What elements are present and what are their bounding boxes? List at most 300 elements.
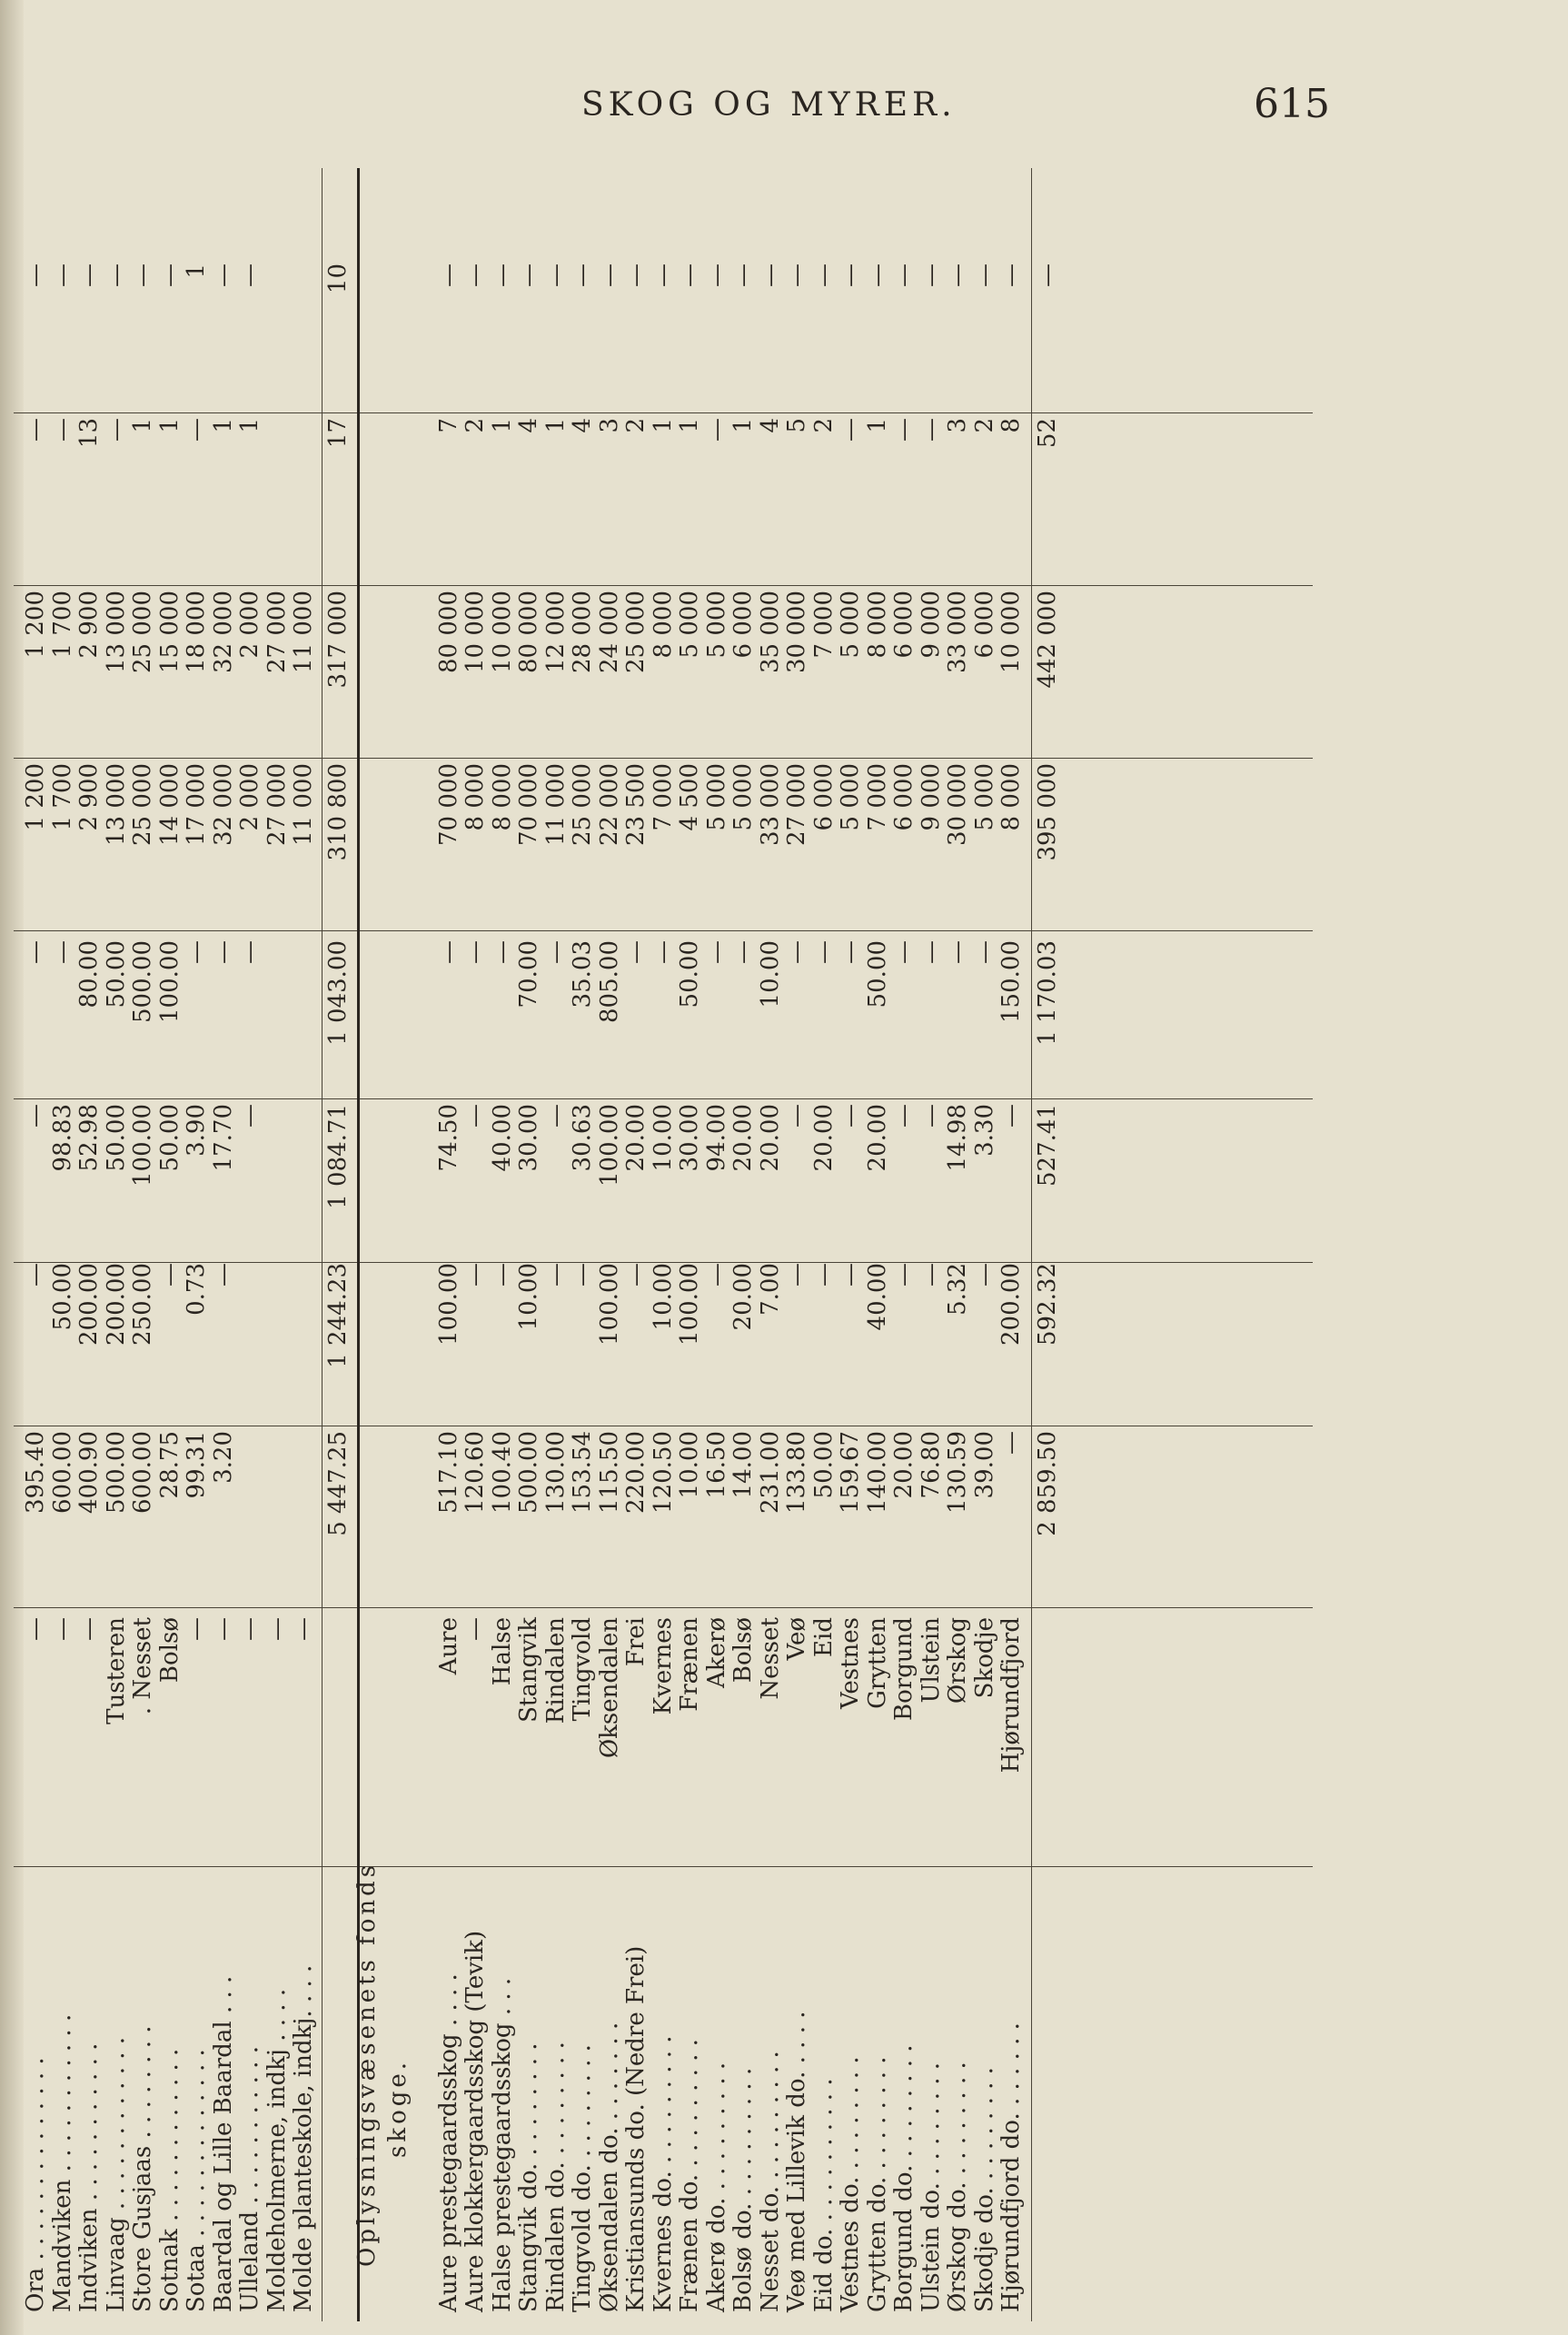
table-cell: 100.00 xyxy=(595,1263,623,1346)
table-cell: 1 xyxy=(129,418,156,433)
table-cell: — xyxy=(622,1263,650,1287)
table-cell: Veø med Lillevik do. . . . . xyxy=(783,2011,810,2312)
table-cell: 1 xyxy=(649,418,677,433)
table-cell: 8 000 xyxy=(488,763,516,831)
table-cell: Rindalen xyxy=(541,1617,570,1724)
column-c4 xyxy=(14,940,1313,1095)
table-cell: 1 700 xyxy=(48,591,76,659)
table-cell: 5 xyxy=(783,418,810,433)
table-cell: — xyxy=(783,1104,810,1128)
table-cell: 5 000 xyxy=(837,591,864,659)
table-cell: 50.00 xyxy=(809,1431,838,1499)
table-cell: 25 000 xyxy=(129,591,156,673)
table-cell: 2 xyxy=(622,418,650,433)
table-cell: 30 000 xyxy=(783,591,810,673)
total-cell: 5 447.25 xyxy=(323,1431,352,1536)
table-cell: 40.00 xyxy=(488,1104,516,1172)
table-cell: 76.80 xyxy=(917,1431,945,1499)
table-cell: Frei xyxy=(622,1617,650,1667)
table-cell xyxy=(291,1263,317,1422)
table-cell: — xyxy=(702,1263,730,1287)
table-cell: 11 000 xyxy=(541,763,570,846)
table-cell: 100.00 xyxy=(434,1263,462,1346)
table-cell: Bolsø do. . . . . . . . . . xyxy=(729,2067,757,2312)
table-cell: 1 700 xyxy=(48,763,76,831)
table-cell: — xyxy=(236,1617,263,1641)
table-cell xyxy=(237,1263,263,1422)
table-cell: 6 000 xyxy=(890,591,918,659)
table-cell: 28.75 xyxy=(155,1431,184,1499)
table-cell: 30.00 xyxy=(676,1104,703,1172)
table-cell: Indviken . . . . . . . . . . . xyxy=(75,2042,103,2312)
table-cell: 50.00 xyxy=(48,1263,76,1331)
table-cell: Ørskog do. . . . . . . . . xyxy=(944,2062,971,2312)
table-cell: 1 xyxy=(488,418,516,433)
row-rule xyxy=(357,168,360,2321)
table-cell: 1 xyxy=(209,418,237,433)
table-cell: 5 000 xyxy=(970,763,998,831)
table-cell: 140.00 xyxy=(863,1431,891,1514)
table-cell: Sotaa . . . . . . . . . . . . . xyxy=(183,2049,210,2312)
table-cell: 50.00 xyxy=(102,1104,130,1172)
table-cell: — xyxy=(236,1104,263,1128)
table-cell: Øksendalen xyxy=(595,1617,623,1759)
table-cell: 200.00 xyxy=(75,1263,103,1346)
table-cell: — xyxy=(944,940,971,964)
table-cell: Moldeholmerne, indkj . . . . xyxy=(263,1988,291,2312)
table-cell: 30 000 xyxy=(944,763,971,846)
table-cell: 2 xyxy=(461,418,489,433)
running-header xyxy=(0,81,1568,141)
table-cell: 98.83 xyxy=(48,1104,76,1172)
table-cell: 50.00 xyxy=(863,940,891,1009)
table-cell: Stangvik xyxy=(515,1617,542,1723)
table-cell: — xyxy=(917,940,945,964)
table-cell: 8 000 xyxy=(863,591,891,659)
table-cell: 3.20 xyxy=(209,1431,237,1484)
table-cell: — xyxy=(183,1617,210,1641)
table-cell: 33 000 xyxy=(944,591,971,673)
table-cell: 8 000 xyxy=(461,763,489,831)
table-cell: 50.00 xyxy=(102,940,130,1009)
total-cell: 395 000 xyxy=(1033,763,1061,861)
table-cell: 70 000 xyxy=(515,763,542,846)
table-cell: 40.00 xyxy=(863,1263,891,1331)
table-cell: Nesset do. . . . . . . . . . xyxy=(756,2051,784,2312)
table-cell: — xyxy=(48,263,76,287)
table-cell: — xyxy=(729,263,757,287)
table-cell: — xyxy=(209,940,237,964)
column-name xyxy=(14,1872,1313,2321)
column-c2 xyxy=(14,1263,1313,1422)
table-cell: — xyxy=(209,263,237,287)
table-cell: 2 900 xyxy=(75,591,103,659)
table-cell: — xyxy=(263,1617,291,1641)
table-cell: 10.00 xyxy=(649,1104,677,1172)
table-cell: 10.00 xyxy=(756,940,784,1009)
table-cell: 200.00 xyxy=(997,1263,1025,1346)
table-cell: 231.00 xyxy=(756,1431,784,1514)
table-cell: 5 000 xyxy=(729,763,757,831)
table-cell: — xyxy=(569,1263,596,1287)
table-cell: Tingvold do. . . . . . . . . xyxy=(569,2044,596,2312)
table-cell: — xyxy=(461,940,489,964)
running-title: SKOG OG MYRER. xyxy=(581,86,957,124)
table-cell: 1 xyxy=(729,418,757,433)
table-cell: 22 000 xyxy=(595,763,623,846)
table-cell: 150.00 xyxy=(997,940,1025,1023)
table-cell: — xyxy=(155,263,184,287)
table-cell: Skodje xyxy=(970,1617,998,1699)
table-cell: Ora . . . . . . . . . . . . . . xyxy=(22,2057,49,2312)
row-rule xyxy=(322,168,323,2321)
table-cell: Baardal og Lille Baardal . . . xyxy=(209,1975,237,2312)
table-cell: 7 000 xyxy=(863,763,891,831)
table-cell: — xyxy=(970,940,998,964)
table-cell: 6 000 xyxy=(970,591,998,659)
table-cell: Bolsø xyxy=(155,1617,184,1684)
table-cell: — xyxy=(676,263,703,287)
table-cell: 20.00 xyxy=(729,1104,757,1172)
table-cell: — xyxy=(783,940,810,964)
table-cell: Sotnak . . . . . . . . . . . . xyxy=(155,2048,184,2312)
table-cell: — xyxy=(756,263,784,287)
table-cell: 20.00 xyxy=(809,1104,838,1172)
table-cell: — xyxy=(434,263,462,287)
table-cell: — xyxy=(569,263,596,287)
table-cell: 52.98 xyxy=(75,1104,103,1172)
table-cell: Ørskog xyxy=(944,1617,971,1704)
table-cell: — xyxy=(917,418,945,442)
table-cell: — xyxy=(595,263,623,287)
table-cell: 805.00 xyxy=(595,940,623,1023)
table-cell: 10.00 xyxy=(515,1263,542,1331)
column-c8 xyxy=(14,263,1313,409)
table-cell xyxy=(264,1104,291,1258)
table-cell: — xyxy=(22,1263,49,1287)
table-cell: Vestnes do. . . . . . . . . xyxy=(837,2056,864,2312)
table-cell: 10 000 xyxy=(461,591,489,673)
table-cell: 1 xyxy=(236,418,263,433)
table-cell: — xyxy=(488,1263,516,1287)
table-cell: 28 000 xyxy=(569,591,596,673)
table-cell: 220.00 xyxy=(622,1431,650,1514)
table-cell: — xyxy=(649,940,677,964)
table-cell: 25 000 xyxy=(622,591,650,673)
table-cell: — xyxy=(183,940,210,964)
column-place xyxy=(14,1608,1313,1863)
table-cell xyxy=(291,418,317,581)
total-cell: 1 043.00 xyxy=(323,940,352,1046)
table-cell: 17 000 xyxy=(183,763,210,846)
table-cell: 1 xyxy=(541,418,570,433)
table-cell: 517.10 xyxy=(434,1431,462,1514)
table-cell: 1 xyxy=(155,418,184,433)
column-rule xyxy=(14,412,1313,413)
table-cell: 100.40 xyxy=(488,1431,516,1514)
table-cell: Ulleland . . . . . . . . . . . xyxy=(236,2046,263,2312)
total-cell: 317 000 xyxy=(323,591,352,689)
row-rule xyxy=(1031,168,1032,2321)
table-cell: — xyxy=(22,263,49,287)
table-cell: 14.98 xyxy=(944,1104,971,1172)
table-cell: Molde planteskole, indkj. . . . xyxy=(290,1964,317,2312)
table-cell: 6 000 xyxy=(890,763,918,831)
table-cell: — xyxy=(290,1617,317,1641)
table-cell: 500.00 xyxy=(515,1431,542,1514)
column-c1 xyxy=(14,1431,1313,1604)
table-cell: — xyxy=(970,263,998,287)
total-cell: 2 859.50 xyxy=(1033,1431,1061,1536)
table-cell: 0.73 xyxy=(183,1263,210,1316)
table-cell: 9 000 xyxy=(917,763,945,831)
table-cell: 100.00 xyxy=(595,1104,623,1187)
table-cell: 500.00 xyxy=(129,940,156,1023)
table-cell: — xyxy=(783,263,810,287)
table-cell: 1 200 xyxy=(22,763,49,831)
table-cell: — xyxy=(863,263,891,287)
table-cell: Skodje do. . . . . . . . . xyxy=(970,2067,998,2312)
table-cell: — xyxy=(515,263,542,287)
table-cell: 130.59 xyxy=(944,1431,971,1514)
table-cell: Rindalen do. . . . . . . . . xyxy=(541,2042,570,2312)
column-rule xyxy=(14,758,1313,759)
table-cell: — xyxy=(702,418,730,442)
table-cell: — xyxy=(837,1104,864,1128)
table-cell: 5 000 xyxy=(702,591,730,659)
total-cell: 527.41 xyxy=(1033,1104,1061,1187)
table-cell: 3.90 xyxy=(183,1104,210,1157)
rotated-table xyxy=(14,168,1313,2321)
table-cell: Aure prestegaardsskog . . . . xyxy=(434,1973,462,2312)
table-cell: — xyxy=(997,1431,1025,1455)
table-cell xyxy=(237,1431,263,1604)
table-cell: — xyxy=(702,263,730,287)
table-cell: 50.00 xyxy=(676,940,703,1009)
table-cell: 80.00 xyxy=(75,940,103,1009)
column-c5 xyxy=(14,763,1313,927)
table-cell: — xyxy=(488,263,516,287)
table-cell: Borgund xyxy=(890,1617,918,1721)
table-cell: Ulstein do. . . . . . . . . xyxy=(917,2062,945,2312)
table-cell: 27 000 xyxy=(263,763,291,846)
table-cell: — xyxy=(890,1263,918,1287)
table-cell: — xyxy=(783,1263,810,1287)
table-cell: Hjørundfjord do. . . . . . . xyxy=(997,2022,1025,2312)
table-cell: 4 xyxy=(756,418,784,433)
table-cell: 1 200 xyxy=(22,591,49,659)
table-cell: 94.00 xyxy=(702,1104,730,1172)
table-cell: 7 000 xyxy=(649,763,677,831)
table-cell: — xyxy=(461,1104,489,1128)
table-cell: 13 xyxy=(75,418,103,449)
table-cell: 13 000 xyxy=(102,763,130,846)
table-cell: Nesset xyxy=(756,1617,784,1700)
table-cell: 3.30 xyxy=(970,1104,998,1157)
table-cell: 2 xyxy=(809,418,838,433)
table-cell: 133.80 xyxy=(783,1431,810,1514)
table-cell: 35 000 xyxy=(756,591,784,673)
table-cell: 14 000 xyxy=(155,763,184,846)
table-cell: 11 000 xyxy=(290,763,317,846)
table-cell: 23 500 xyxy=(622,763,650,846)
table-cell: Veø xyxy=(783,1617,810,1661)
table-cell: 8 000 xyxy=(997,763,1025,831)
table-cell: — xyxy=(729,940,757,964)
column-rule xyxy=(14,930,1313,931)
table-cell: 1 xyxy=(676,418,703,433)
table-cell: — xyxy=(917,263,945,287)
table-cell: 74.50 xyxy=(434,1104,462,1172)
table-cell: 14.00 xyxy=(729,1431,757,1499)
total-cell: 310 800 xyxy=(323,763,352,861)
table-cell: Bolsø xyxy=(729,1617,757,1684)
table-cell: Akerø xyxy=(702,1617,730,1688)
table-cell: 2 900 xyxy=(75,763,103,831)
table-cell: 30.00 xyxy=(515,1104,542,1172)
total-cell: 592.32 xyxy=(1033,1263,1061,1346)
table-cell: 32 000 xyxy=(209,591,237,673)
table-cell: 4 xyxy=(569,418,596,433)
table-cell: — xyxy=(488,940,516,964)
table-cell: — xyxy=(917,1263,945,1287)
table-cell: — xyxy=(236,263,263,287)
column-c6 xyxy=(14,591,1313,754)
table-cell: — xyxy=(702,940,730,964)
table-cell: — xyxy=(102,418,130,442)
table-cell: Halse prestegaardsskog . . . xyxy=(488,1977,516,2312)
table-cell: — xyxy=(541,940,570,964)
page-number: 615 xyxy=(1254,81,1330,127)
table-cell xyxy=(291,1104,317,1258)
table-cell: 10 000 xyxy=(997,591,1025,673)
table-cell: 7 000 xyxy=(809,591,838,659)
table-cell: — xyxy=(890,263,918,287)
table-cell: 27 000 xyxy=(783,763,810,846)
table-cell: — xyxy=(183,418,210,442)
table-cell: — xyxy=(209,1263,237,1287)
table-cell: 5 000 xyxy=(702,763,730,831)
table-cell: 16.50 xyxy=(702,1431,730,1499)
table-cell: — xyxy=(541,1263,570,1287)
table-cell xyxy=(264,263,291,409)
table-cell: 120.60 xyxy=(461,1431,489,1514)
table-cell: 20.00 xyxy=(622,1104,650,1172)
table-cell: Kristiansunds do. (Nedre Frei) xyxy=(622,1945,650,2312)
table-cell: 1 xyxy=(183,263,210,279)
table-cell: Akerø do. . . . . . . . . . xyxy=(702,2062,730,2312)
table-cell: 250.00 xyxy=(129,1263,156,1346)
column-rule xyxy=(14,1098,1313,1099)
table-cell: 3 xyxy=(944,418,971,433)
table-cell: — xyxy=(22,1617,49,1641)
table-cell: Aure klokkergaardsskog (Tevik) xyxy=(461,1930,489,2312)
table-cell: 4 500 xyxy=(676,763,703,831)
table-cell: 80 000 xyxy=(515,591,542,673)
total-cell: 10 xyxy=(323,263,352,294)
table-cell: — xyxy=(22,1104,49,1128)
table-cell: — xyxy=(944,263,971,287)
table-cell: Eid do. . . . . . . . . . . xyxy=(809,2078,838,2312)
table-cell: Store Gusjaas . . . . . . . . xyxy=(129,2025,156,2312)
table-cell: — xyxy=(622,263,650,287)
table-cell: — xyxy=(809,940,838,964)
table-cell: Vestnes xyxy=(837,1617,864,1710)
table-cell: — xyxy=(890,1104,918,1128)
table-cell: 50.00 xyxy=(155,1104,184,1172)
table-cell: 7 xyxy=(434,418,462,433)
table-cell: Frænen do. . . . . . . . . . xyxy=(676,2039,703,2312)
table-cell: — xyxy=(209,1617,237,1641)
table-cell: 12 000 xyxy=(541,591,570,673)
table-cell: 10.00 xyxy=(676,1431,703,1499)
table-cell: 20.00 xyxy=(890,1431,918,1499)
table-cell: — xyxy=(622,940,650,964)
table-cell: Halse xyxy=(488,1617,516,1686)
table-cell: — xyxy=(48,418,76,442)
total-cell: 442 000 xyxy=(1033,591,1061,689)
table-cell: 20.00 xyxy=(729,1263,757,1331)
table-cell: 600.00 xyxy=(129,1431,156,1514)
table-cell: 6 000 xyxy=(729,591,757,659)
table-cell: 20.00 xyxy=(756,1104,784,1172)
table-cell: — xyxy=(461,263,489,287)
table-cell xyxy=(264,1431,291,1604)
table-cell: 100.00 xyxy=(155,940,184,1023)
column-rule xyxy=(14,1607,1313,1608)
column-rule xyxy=(14,1866,1313,1867)
table-cell: 27 000 xyxy=(263,591,291,673)
table-cell: — xyxy=(997,1104,1025,1128)
table-cell: 2 xyxy=(970,418,998,433)
table-cell: 153.54 xyxy=(569,1431,596,1514)
table-cell: — xyxy=(22,418,49,442)
table-cell: 4 xyxy=(515,418,542,433)
table-cell xyxy=(264,418,291,581)
table-cell: — xyxy=(461,1263,489,1287)
table-cell: 200.00 xyxy=(102,1263,130,1346)
table-cell: 8 xyxy=(997,418,1025,433)
table-cell: 24 000 xyxy=(595,591,623,673)
table-cell xyxy=(264,940,291,1095)
table-cell: Kvernes do. . . . . . . . . . xyxy=(649,2035,677,2312)
table-cell: Borgund do. . . . . . . . . xyxy=(890,2044,918,2312)
table-cell: Mandviken . . . . . . . . . . . xyxy=(48,2013,76,2312)
table-cell: 115.50 xyxy=(595,1431,623,1514)
table-cell: 33 000 xyxy=(756,763,784,846)
table-cell: 100.00 xyxy=(129,1104,156,1187)
table-cell: — xyxy=(890,940,918,964)
table-cell: Grytten do. . . . . . . . . xyxy=(863,2056,891,2312)
table-cell xyxy=(291,940,317,1095)
table-cell: 1 xyxy=(863,418,891,433)
table-cell: 2 000 xyxy=(236,763,263,831)
table-cell: 6 000 xyxy=(809,763,838,831)
table-cell: 600.00 xyxy=(48,1431,76,1514)
table-cell: 7.00 xyxy=(756,1263,784,1316)
table-cell: 500.00 xyxy=(102,1431,130,1514)
table-cell xyxy=(264,1263,291,1422)
column-rule xyxy=(14,1262,1313,1263)
table-cell: Stangvik do. . . . . . . . . xyxy=(515,2042,542,2312)
table-cell: — xyxy=(997,263,1025,287)
table-cell: 5.32 xyxy=(944,1263,971,1316)
table-cell: Aure xyxy=(434,1617,462,1675)
table-cell: 8 000 xyxy=(649,591,677,659)
table-cell: — xyxy=(75,1617,103,1641)
table-cell: 25 000 xyxy=(129,763,156,846)
table-cell: 18 000 xyxy=(183,591,210,673)
